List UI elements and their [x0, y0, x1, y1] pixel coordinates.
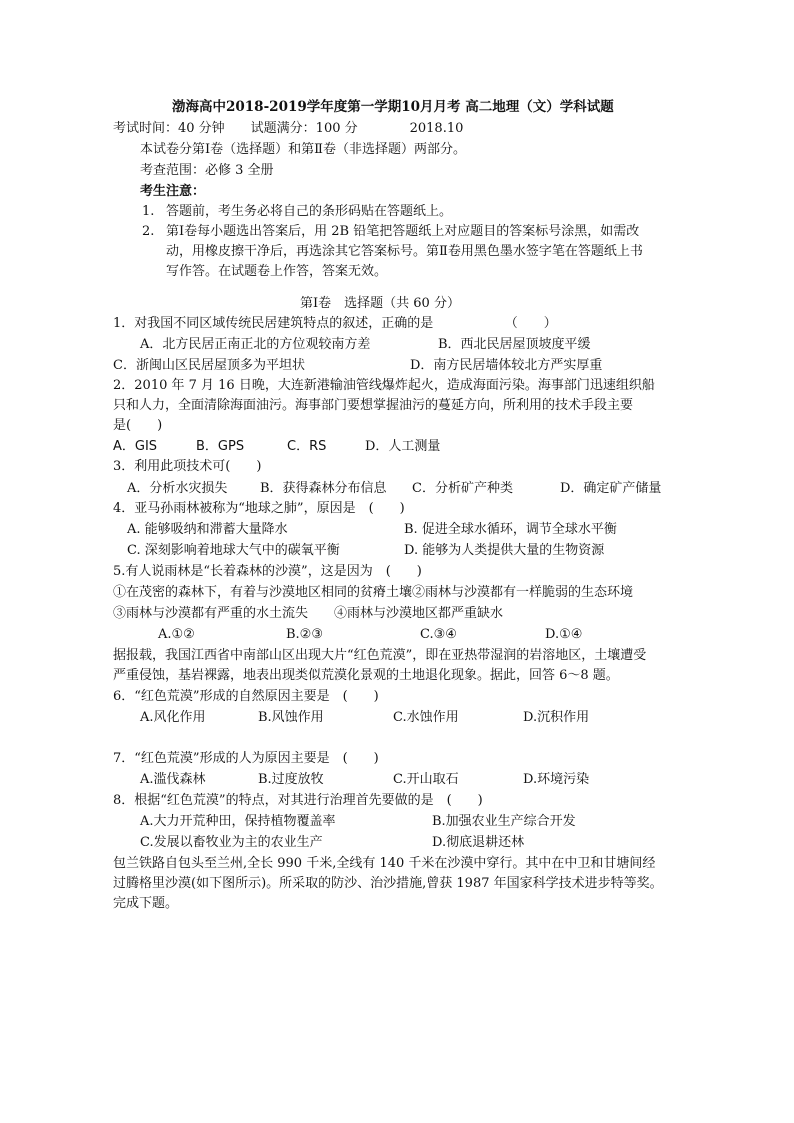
- question-7-option-d: D.环境污染: [523, 772, 590, 787]
- exam-range: 考查范围：必修 3 全册: [140, 163, 274, 178]
- question-2-line-3: 是( ): [113, 418, 163, 433]
- question-8-option-d: D.彻底退耕还林: [432, 835, 525, 850]
- notice-2-line-1: 第Ⅰ卷每小题选出答案后，用 2B 铅笔把答题纸上对应题目的答案标号涂黑，如需改: [166, 224, 640, 239]
- question-8-option-a: A.大力开荒种田，保持植物覆盖率: [140, 814, 336, 829]
- question-5-option-d: D.①④: [545, 627, 583, 642]
- passage-2-line-1: 包兰铁路自包头至兰州,全长 990 千米,全线有 140 千米在沙漠中穿行。其中在中卫和甘塘间经: [113, 856, 656, 871]
- question-8-option-c: C.发展以畜牧业为主的农业生产: [140, 835, 323, 850]
- passage-2-line-2: 过腾格里沙漠(如下图所示)。所采取的防沙、治沙措施,曾获 1987 年国家科学技术进步特等奖。: [113, 876, 663, 891]
- notice-2-line-2: 动，用橡皮擦干净后，再选涂其它答案标号。第Ⅱ卷用黑色墨水签字笔在答题纸上书: [166, 244, 643, 259]
- question-4-option-d: D. 能够为人类提供大量的生物资源: [404, 543, 605, 558]
- question-6-option-c: C.水蚀作用: [393, 710, 459, 725]
- notice-2-number: 2.: [142, 224, 155, 239]
- question-3-option-b: B．获得森林分布信息: [260, 481, 387, 496]
- notice-heading: 考生注意：: [140, 184, 206, 199]
- question-7-option-a: A.滥伐森林: [140, 772, 206, 787]
- question-5-statement-2: ③雨林与沙漠都有严重的水土流失 ④雨林与沙漠地区都严重缺水: [113, 606, 504, 621]
- question-7-option-c: C.开山取石: [393, 772, 459, 787]
- exam-meta: 考试时间：40 分钟 试题满分：100 分 2018.10: [113, 121, 464, 136]
- scope-note: 本试卷分第Ⅰ卷（选择题）和第Ⅱ卷（非选择题）两部分。: [140, 142, 466, 157]
- exam-title: 渤海高中2018-2019学年度第一学期10月月考 高二地理（文）学科试题: [172, 99, 614, 115]
- section-1-heading: 第Ⅰ卷 选择题（共 60 分）: [300, 296, 460, 311]
- question-5-statement-1: ①在茂密的森林下，有着与沙漠地区相同的贫瘠土壤②雨林与沙漠都有一样脆弱的生态环境: [113, 585, 634, 600]
- question-7-option-b: B.过度放牧: [258, 772, 324, 787]
- question-7-stem: 7．“红色荒漠”形成的人为原因主要是 ( ): [113, 751, 379, 766]
- question-1-option-b: B．西北民居屋顶坡度平缓: [438, 337, 591, 352]
- question-4-stem: 4．亚马孙雨林被称为“地球之肺”，原因是 ( ): [113, 501, 405, 516]
- question-2-option-d: D．人工测量: [365, 439, 441, 454]
- question-5-stem: 5.有人说雨林是“长着森林的沙漠”，这是因为 ( ): [113, 564, 422, 579]
- question-1-option-c: C．浙闽山区民居屋顶多为平坦状: [113, 358, 305, 373]
- notice-1-number: 1.: [142, 204, 155, 219]
- question-2-option-b: B．GPS: [196, 439, 245, 454]
- question-3-option-d: D．确定矿产储量: [560, 481, 662, 496]
- question-2-line-2: 只和人力，全面清除海面油污。海事部门要想掌握油污的蔓延方向，所利用的技术手段主要: [113, 398, 634, 413]
- question-8-option-b: B.加强农业生产综合开发: [432, 814, 576, 829]
- notice-2-line-3: 写作答。在试题卷上作答，答案无效。: [166, 264, 388, 279]
- question-4-option-a: A. 能够吸纳和滞蓄大量降水: [127, 522, 288, 537]
- question-6-stem: 6．“红色荒漠”形成的自然原因主要是 ( ): [113, 689, 379, 704]
- question-2-option-a: A．GIS: [113, 439, 158, 454]
- question-5-option-a: A.①②: [158, 627, 195, 642]
- question-6-option-b: B.风蚀作用: [258, 710, 324, 725]
- question-8-stem: 8．根据“红色荒漠”的特点，对其进行治理首先要做的是 ( ): [113, 793, 483, 808]
- notice-1-text: 答题前，考生务必将自己的条形码贴在答题纸上。: [166, 204, 453, 219]
- question-4-option-b: B. 促进全球水循环，调节全球水平衡: [404, 522, 617, 537]
- question-5-option-b: B.②③: [286, 627, 323, 642]
- question-1-option-d: D．南方民居墙体较北方严实厚重: [410, 358, 603, 373]
- question-5-option-c: C.③④: [420, 627, 457, 642]
- question-2-option-c: C．RS: [287, 439, 327, 454]
- passage-1-line-1: 据报载，我国江西省中南部山区出现大片“红色荒漠”，即在亚热带湿润的岩溶地区，土壤遭受: [113, 648, 647, 663]
- question-2-line-1: 2．2010 年 7 月 16 日晚，大连新港输油管线爆炸起火，造成海面污染。海事部门迅速组织船: [113, 378, 655, 393]
- question-6-option-d: D.沉积作用: [523, 710, 590, 725]
- question-3-option-c: C．分析矿产种类: [412, 481, 513, 496]
- passage-2-line-3: 完成下题。: [113, 896, 179, 911]
- passage-1-line-2: 严重侵蚀，基岩裸露，地表出现类似荒漠化景观的土地退化现象。据此，回答 6～8 题。: [113, 668, 619, 683]
- question-4-option-c: C. 深刻影响着地球大气中的碳氧平衡: [127, 543, 340, 558]
- question-1-stem: 1．对我国不同区域传统民居建筑特点的叙述，正确的是 （ ）: [113, 316, 557, 331]
- question-6-option-a: A.风化作用: [140, 710, 206, 725]
- question-3-stem: 3．利用此项技术可( ): [113, 459, 262, 474]
- question-3-option-a: A．分析水灾损失: [127, 481, 228, 496]
- question-1-option-a: A．北方民居正南正北的方位观较南方差: [140, 337, 371, 352]
